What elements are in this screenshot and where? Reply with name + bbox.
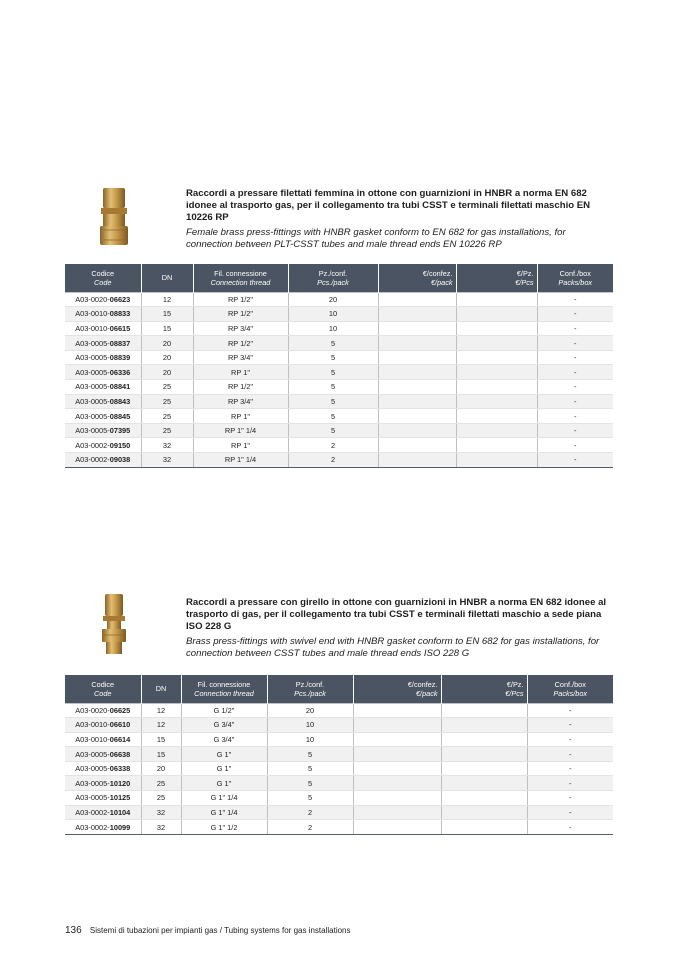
cell-dn: 25 [141, 380, 193, 395]
cell-dn: 15 [141, 732, 181, 747]
cell-eur-pcs [456, 438, 537, 453]
cell-packs-box: - [527, 820, 613, 835]
cell-code: A03-0002-10104 [65, 805, 141, 820]
table-row [65, 820, 613, 835]
table-row [65, 438, 613, 453]
cell-eur-pcs [441, 820, 527, 835]
cell-dn: 12 [141, 703, 181, 718]
column-header-code: Codice Code [65, 264, 141, 292]
cell-eur-pack [353, 718, 441, 733]
cell-pcs-pack: 5 [267, 747, 353, 762]
table-row [65, 394, 613, 409]
cell-code: A03-0020-06625 [65, 703, 141, 718]
table-header-row [65, 264, 613, 292]
cell-eur-pack [378, 336, 456, 351]
cell-dn: 20 [141, 350, 193, 365]
section-1-title-it: Raccordi a pressare filettati femmina in ottone con guarnizioni in HNBR a norma EN 682 idonee al trasporto gas, per il collegamento tra tubi CSST e terminali filettati maschio EN 10226 RP [186, 188, 591, 223]
cell-dn: 12 [141, 292, 193, 307]
cell-code: A03-0005-10125 [65, 791, 141, 806]
cell-eur-pcs [456, 423, 537, 438]
cell-thread: RP 3/4" [193, 321, 288, 336]
section-2-title-en: Brass press-fittings with swivel end with HNBR gasket conform to EN 682 for gas installations, for connection between CSST tubes and male thread ends ISO 228 G [186, 636, 600, 659]
cell-dn: 15 [141, 747, 181, 762]
cell-code: A03-0002-10099 [65, 820, 141, 835]
cell-packs-box: - [537, 394, 613, 409]
column-header-thread: Fil. connessione Connection thread [181, 675, 267, 703]
cell-eur-pcs [456, 453, 537, 468]
cell-pcs-pack: 2 [288, 453, 378, 468]
cell-code: A03-0005-10120 [65, 776, 141, 791]
cell-packs-box: - [537, 336, 613, 351]
cell-thread: RP 1/2" [193, 336, 288, 351]
cell-thread: G 1" 1/4 [181, 791, 267, 806]
table-row [65, 350, 613, 365]
cell-code: A03-0005-08843 [65, 394, 141, 409]
cell-packs-box: - [537, 423, 613, 438]
cell-eur-pcs [441, 776, 527, 791]
cell-packs-box: - [537, 292, 613, 307]
cell-thread: G 1" 1/2 [181, 820, 267, 835]
table-row [65, 423, 613, 438]
cell-eur-pcs [456, 394, 537, 409]
column-header-pcs-pack: Pz./conf. Pcs./pack [288, 264, 378, 292]
cell-eur-pack [378, 380, 456, 395]
cell-thread: RP 3/4" [193, 394, 288, 409]
cell-packs-box: - [527, 805, 613, 820]
cell-code: A03-0020-06623 [65, 292, 141, 307]
cell-packs-box: - [537, 438, 613, 453]
cell-eur-pack [353, 791, 441, 806]
cell-eur-pack [353, 820, 441, 835]
cell-eur-pcs [441, 761, 527, 776]
table-header-row [65, 675, 613, 703]
cell-dn: 25 [141, 409, 193, 424]
table-row [65, 453, 613, 468]
cell-thread: RP 1" [193, 438, 288, 453]
cell-thread: G 1/2" [181, 703, 267, 718]
cell-eur-pack [353, 732, 441, 747]
cell-packs-box: - [537, 453, 613, 468]
cell-dn: 32 [141, 453, 193, 468]
cell-eur-pack [353, 703, 441, 718]
cell-eur-pack [378, 292, 456, 307]
cell-eur-pack [378, 365, 456, 380]
section-1-title-en: Female brass press-fittings with HNBR gasket conform to EN 682 for gas installations, for connection between PLT-CSST tubes and male thread ends EN 10226 RP [186, 227, 566, 250]
cell-packs-box: - [537, 307, 613, 322]
cell-pcs-pack: 5 [267, 761, 353, 776]
cell-dn: 20 [141, 336, 193, 351]
cell-eur-pack [378, 409, 456, 424]
cell-packs-box: - [537, 365, 613, 380]
cell-code: A03-0010-06615 [65, 321, 141, 336]
section-2-title-it: Raccordi a pressare con girello in ottone con guarnizioni in HNBR a norma EN 682 idonee al trasporto di gas, per il collegamento tra tubi CSST e terminali filettati maschio a sede piana ISO 228 G [186, 597, 607, 632]
cell-thread: RP 1" [193, 409, 288, 424]
cell-code: A03-0005-08837 [65, 336, 141, 351]
cell-dn: 32 [141, 820, 181, 835]
cell-eur-pcs [441, 732, 527, 747]
table-row [65, 732, 613, 747]
cell-dn: 32 [141, 438, 193, 453]
cell-eur-pack [378, 438, 456, 453]
cell-code: A03-0005-08841 [65, 380, 141, 395]
cell-thread: G 1" [181, 747, 267, 762]
cell-code: A03-0005-06338 [65, 761, 141, 776]
cell-pcs-pack: 2 [267, 820, 353, 835]
cell-eur-pcs [456, 350, 537, 365]
section-2-heading [186, 597, 614, 660]
cell-eur-pcs [441, 791, 527, 806]
table-row [65, 380, 613, 395]
table-row [65, 365, 613, 380]
cell-pcs-pack: 10 [288, 307, 378, 322]
cell-eur-pack [353, 805, 441, 820]
column-header-eur-pack: €/confez. €/pack [353, 675, 441, 703]
column-header-packs-box: Conf./box Packs/box [527, 675, 613, 703]
table-row [65, 307, 613, 322]
cell-pcs-pack: 2 [267, 805, 353, 820]
cell-pcs-pack: 2 [288, 438, 378, 453]
column-header-code: Codice Code [65, 675, 141, 703]
column-header-thread: Fil. connessione Connection thread [193, 264, 288, 292]
cell-pcs-pack: 10 [267, 718, 353, 733]
cell-dn: 25 [141, 423, 193, 438]
table-row [65, 761, 613, 776]
column-header-dn: DN [141, 264, 193, 292]
table-row [65, 703, 613, 718]
female-press-fitting-image [93, 186, 135, 248]
cell-eur-pcs [456, 409, 537, 424]
page-footer [65, 925, 351, 936]
cell-pcs-pack: 10 [288, 321, 378, 336]
table-row [65, 321, 613, 336]
cell-pcs-pack: 5 [288, 423, 378, 438]
cell-eur-pcs [456, 336, 537, 351]
cell-eur-pack [353, 776, 441, 791]
section-2-product-table [65, 675, 613, 835]
section-1-heading [186, 188, 606, 251]
cell-packs-box: - [527, 791, 613, 806]
cell-code: A03-0010-06610 [65, 718, 141, 733]
cell-thread: RP 1/2" [193, 307, 288, 322]
cell-dn: 25 [141, 776, 181, 791]
cell-packs-box: - [527, 761, 613, 776]
cell-pcs-pack: 5 [288, 394, 378, 409]
column-header-pcs-pack: Pz./conf. Pcs./pack [267, 675, 353, 703]
cell-dn: 25 [141, 394, 193, 409]
cell-packs-box: - [537, 380, 613, 395]
cell-dn: 15 [141, 321, 193, 336]
cell-eur-pack [378, 350, 456, 365]
cell-pcs-pack: 5 [267, 791, 353, 806]
cell-eur-pcs [456, 292, 537, 307]
cell-pcs-pack: 5 [267, 776, 353, 791]
cell-eur-pcs [441, 718, 527, 733]
cell-code: A03-0005-08845 [65, 409, 141, 424]
cell-thread: RP 1" [193, 365, 288, 380]
cell-thread: RP 1/2" [193, 380, 288, 395]
cell-pcs-pack: 5 [288, 350, 378, 365]
cell-eur-pcs [456, 321, 537, 336]
cell-code: A03-0010-06614 [65, 732, 141, 747]
column-header-eur-pack: €/confez. €/pack [378, 264, 456, 292]
cell-eur-pcs [441, 703, 527, 718]
cell-dn: 20 [141, 761, 181, 776]
cell-packs-box: - [527, 747, 613, 762]
table-row [65, 718, 613, 733]
cell-eur-pack [378, 423, 456, 438]
cell-packs-box: - [537, 350, 613, 365]
cell-code: A03-0005-06638 [65, 747, 141, 762]
cell-eur-pack [353, 761, 441, 776]
cell-eur-pcs [441, 805, 527, 820]
cell-eur-pcs [456, 307, 537, 322]
cell-eur-pack [378, 307, 456, 322]
cell-pcs-pack: 5 [288, 380, 378, 395]
page-number: 136 [65, 925, 82, 936]
swivel-press-fitting-image [97, 592, 131, 656]
column-header-dn: DN [141, 675, 181, 703]
column-header-packs-box: Conf./box Packs/box [537, 264, 613, 292]
table-row [65, 791, 613, 806]
table-row [65, 776, 613, 791]
column-header-eur-pcs: €/Pz. €/Pcs [456, 264, 537, 292]
cell-packs-box: - [537, 321, 613, 336]
cell-code: A03-0002-09038 [65, 453, 141, 468]
cell-thread: G 1" [181, 761, 267, 776]
column-header-eur-pcs: €/Pz. €/Pcs [441, 675, 527, 703]
cell-code: A03-0010-08833 [65, 307, 141, 322]
table-row [65, 747, 613, 762]
cell-packs-box: - [527, 732, 613, 747]
table-row [65, 409, 613, 424]
cell-thread: G 1" 1/4 [181, 805, 267, 820]
cell-packs-box: - [527, 718, 613, 733]
cell-thread: G 1" [181, 776, 267, 791]
table-row [65, 336, 613, 351]
cell-pcs-pack: 5 [288, 409, 378, 424]
table-row [65, 805, 613, 820]
cell-dn: 25 [141, 791, 181, 806]
cell-code: A03-0005-06336 [65, 365, 141, 380]
cell-pcs-pack: 20 [267, 703, 353, 718]
cell-thread: RP 1" 1/4 [193, 423, 288, 438]
cell-thread: RP 1" 1/4 [193, 453, 288, 468]
cell-packs-box: - [527, 776, 613, 791]
section-1-product-table [65, 264, 613, 468]
cell-dn: 32 [141, 805, 181, 820]
cell-eur-pcs [456, 380, 537, 395]
cell-code: A03-0005-08839 [65, 350, 141, 365]
cell-eur-pack [378, 321, 456, 336]
cell-pcs-pack: 5 [288, 336, 378, 351]
cell-packs-box: - [537, 409, 613, 424]
cell-code: A03-0002-09150 [65, 438, 141, 453]
cell-pcs-pack: 5 [288, 365, 378, 380]
cell-eur-pcs [456, 365, 537, 380]
cell-eur-pack [353, 747, 441, 762]
cell-dn: 15 [141, 307, 193, 322]
cell-thread: RP 3/4" [193, 350, 288, 365]
footer-text: Sistemi di tubazioni per impianti gas / Tubing systems for gas installations [89, 926, 351, 935]
cell-eur-pack [378, 453, 456, 468]
cell-pcs-pack: 10 [267, 732, 353, 747]
table-row [65, 292, 613, 307]
cell-eur-pack [378, 394, 456, 409]
cell-eur-pcs [441, 747, 527, 762]
cell-thread: G 3/4" [181, 718, 267, 733]
cell-dn: 20 [141, 365, 193, 380]
cell-dn: 12 [141, 718, 181, 733]
cell-pcs-pack: 20 [288, 292, 378, 307]
cell-packs-box: - [527, 703, 613, 718]
cell-thread: RP 1/2" [193, 292, 288, 307]
cell-thread: G 3/4" [181, 732, 267, 747]
cell-code: A03-0005-07395 [65, 423, 141, 438]
